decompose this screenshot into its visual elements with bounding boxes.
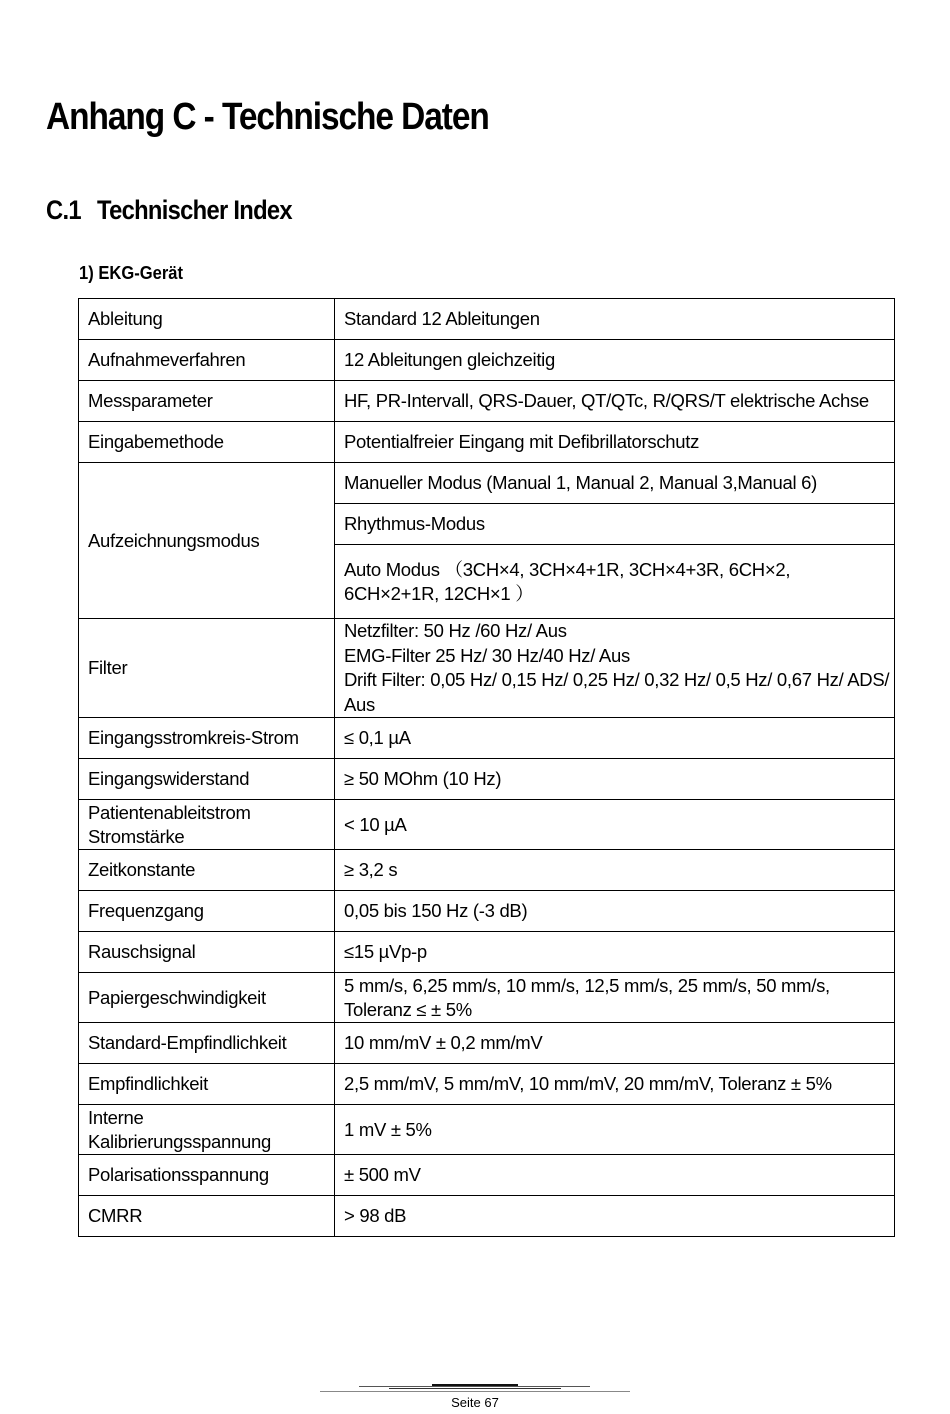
table-row [79,619,895,718]
footer-rule [359,1386,590,1387]
table-row [79,340,895,381]
row-value [335,973,895,1023]
row-value: ≤15 µVp-p [335,932,895,973]
row-value: Manueller Modus (Manual 1, Manual 2, Manual 3,Manual 6) [335,463,895,504]
row-value-text: HF, PR-Intervall, QRS-Dauer, QT/QTc, R/QRS/T elektrische Achse [344,390,869,411]
row-label: Ableitung [79,299,335,340]
row-label: Polarisationsspannung [79,1155,335,1196]
subsection-title: 1) EKG-Gerät [79,263,183,283]
row-label-line: Kalibrierungsspannung [88,1130,271,1152]
table-row [79,381,895,422]
table-row [79,1105,895,1155]
row-label: Standard-Empfindlichkeit [79,1023,335,1064]
row-value: ≥ 3,2 s [335,850,895,891]
row-label [79,800,335,850]
table-row [79,891,895,932]
row-label: Aufzeichnungsmodus [79,463,335,619]
filter-line: Aus [344,693,375,715]
chapter-title: Anhang C - Technische Daten [46,96,489,138]
table-row [79,800,895,850]
row-value: 12 Ableitungen gleichzeitig [335,340,895,381]
table-row [79,850,895,891]
row-value: ≥ 50 MOhm (10 Hz) [335,759,895,800]
row-label [79,1105,335,1155]
table-row [79,973,895,1023]
row-value [335,1064,895,1105]
table-row [79,932,895,973]
row-value-line: 5 mm/s, 6,25 mm/s, 10 mm/s, 12,5 mm/s, 25 mm/s, 50 mm/s, [344,974,830,996]
footer-rule [432,1384,518,1386]
row-label: Zeitkonstante [79,850,335,891]
row-label-line: Interne [88,1106,144,1128]
row-label: Filter [79,619,335,718]
row-label: Eingabemethode [79,422,335,463]
filter-line: Drift Filter: 0,05 Hz/ 0,15 Hz/ 0,25 Hz/ 0,32 Hz/ 0,5 Hz/ 0,67 Hz/ ADS/ [344,669,890,690]
table-row [79,299,895,340]
section-title: Technischer Index [97,195,292,225]
row-label: Frequenzgang [79,891,335,932]
row-label: CMRR [79,1196,335,1237]
row-value: Rhythmus-Modus [335,504,895,545]
row-value: Standard 12 Ableitungen [335,299,895,340]
row-label: Empfindlichkeit [79,1064,335,1105]
row-label-line: Stromstärke [88,825,185,847]
table-row [79,422,895,463]
section-heading [46,195,292,226]
row-label: Messparameter [79,381,335,422]
row-label-line: Patientenableitstrom [88,801,251,823]
footer-rule [389,1388,561,1389]
row-label: Eingangswiderstand [79,759,335,800]
filter-line: EMG-Filter 25 Hz/ 30 Hz/40 Hz/ Aus [344,644,630,666]
row-value: > 98 dB [335,1196,895,1237]
row-value: Potentialfreier Eingang mit Defibrillatorschutz [335,422,895,463]
row-value: ± 500 mV [335,1155,895,1196]
footer-rule [320,1391,630,1392]
row-value [335,381,895,422]
row-value: 0,05 bis 150 Hz (-3 dB) [335,891,895,932]
row-value: < 10 µA [335,800,895,850]
table-row [79,759,895,800]
table-row [79,463,895,504]
filter-line: Netzfilter: 50 Hz /60 Hz/ Aus [344,620,567,641]
table-row [79,1155,895,1196]
row-value: 1 mV ± 5% [335,1105,895,1155]
row-label: Eingangsstromkreis-Strom [79,718,335,759]
row-value: Auto Modus （3CH×4, 3CH×4+1R, 3CH×4+3R, 6CH×2, 6CH×2+1R, 12CH×1 ） [335,545,895,619]
table-row [79,1023,895,1064]
table-row [79,718,895,759]
page-footer [0,1380,950,1414]
row-value [335,619,895,718]
row-label: Aufnahmeverfahren [79,340,335,381]
section-number: C.1 [46,195,81,225]
row-value-line: Toleranz ≤ ± 5% [344,998,472,1020]
row-label: Rauschsignal [79,932,335,973]
table-row [79,1196,895,1237]
table-row [79,1064,895,1105]
spec-table [78,298,895,1237]
row-value: ≤ 0,1 µA [335,718,895,759]
row-value: 10 mm/mV ± 0,2 mm/mV [335,1023,895,1064]
row-value-text: 2,5 mm/mV, 5 mm/mV, 10 mm/mV, 20 mm/mV, Toleranz ± 5% [344,1073,832,1094]
row-label: Papiergeschwindigkeit [79,973,335,1023]
page-number: Seite 67 [451,1395,499,1410]
